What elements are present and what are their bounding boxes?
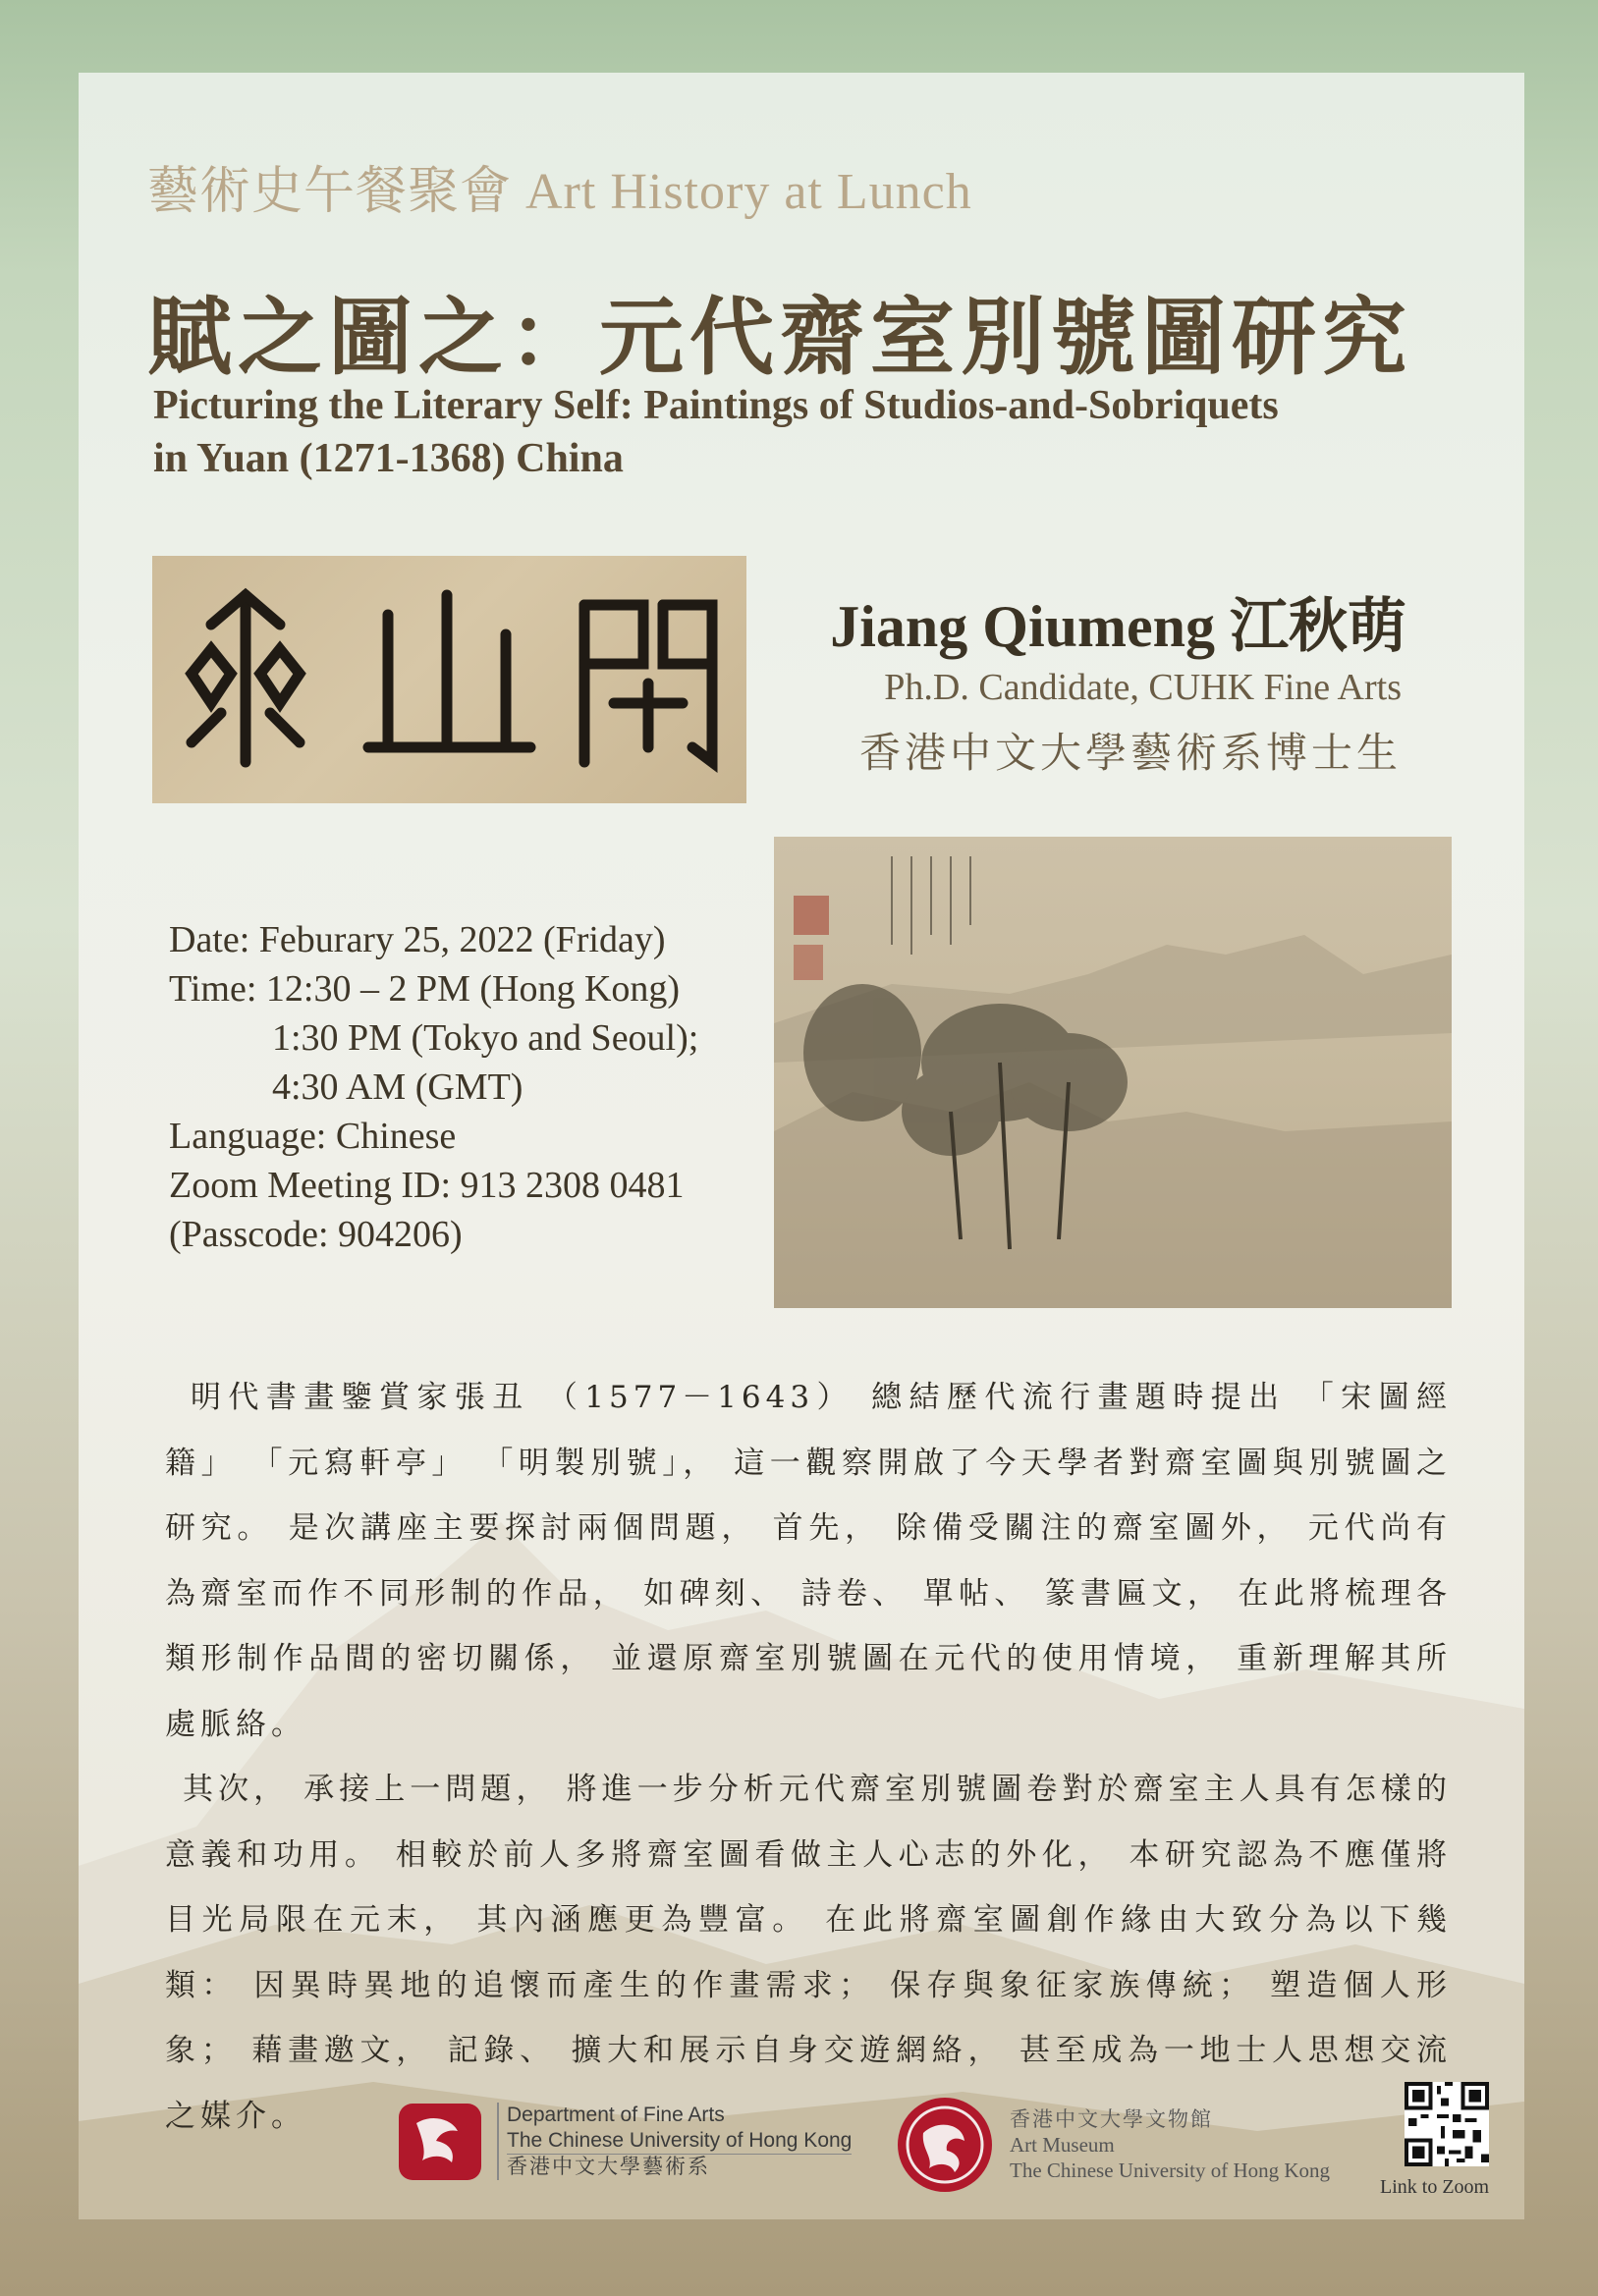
art-museum-text — [1010, 2106, 1330, 2183]
fine-arts-emblem-icon — [393, 2094, 487, 2188]
dept-name-en: Department of Fine Arts — [507, 2103, 725, 2126]
event-date: Date: Feburary 25, 2022 (Friday) — [169, 919, 666, 960]
art-museum-logo[interactable] — [894, 2094, 1330, 2196]
landscape-painting-sketch — [774, 837, 1452, 1308]
fine-arts-dept-text — [497, 2103, 852, 2180]
seal-script-calligraphy-image — [152, 556, 746, 803]
museum-name-zh: 香港中文大學文物館 — [1010, 2107, 1213, 2131]
abstract-paragraph-1: 明代書畫鑒賞家張丑 （1577－1643） 總結歷代流行畫題時提出 「宋圖經籍」 「元寫軒亭」 「明製別號」， 這一觀察開啟了今天學者對齋室圖與別號圖之研究。 是次講座主要探討兩個問題， 首先， 除備受關注的齋室圖外， 元代尚有為齋室而作不同形制的作品， 如碑刻、 詩卷、 單帖、 篆書匾文， 在此將梳理各類形制作品間的密切關係， 並還原齋室別號圖在元代的使用情境， 重新理解其所處脈絡。 — [165, 1380, 1452, 1742]
speaker-role-chinese: 香港中文大學藝術系博士生 — [858, 729, 1402, 777]
fine-arts-dept-logo[interactable] — [393, 2094, 852, 2188]
zoom-passcode: (Passcode: 904206) — [169, 1214, 463, 1255]
speaker-role-english: Ph.D. Candidate, CUHK Fine Arts — [884, 667, 1402, 708]
talk-title-english-line1: Picturing the Literary Self: Paintings of Studios-and-Sobriquets — [153, 383, 1279, 428]
landscape-painting-image — [774, 837, 1452, 1308]
zoom-meeting-id: Zoom Meeting ID: 913 2308 0481 — [169, 1165, 685, 1206]
talk-abstract — [165, 1365, 1452, 2149]
dept-university-en: The Chinese University of Hong Kong — [507, 2128, 852, 2155]
series-title: 藝術史午餐聚會 Art History at Lunch — [147, 164, 972, 220]
event-time-gmt: 4:30 AM (GMT) — [272, 1066, 523, 1108]
abstract-paragraph-2: 其次， 承接上一問題， 將進一步分析元代齋室別號圖卷對於齋室主人具有怎樣的意義和功用。 相較於前人多將齋室圖看做主人心志的外化， 本研究認為不應僅將目光局限在元末， 其內涵應更為豐富。 在此將齋室圖創作緣由大致分為以下幾類： 因異時異地的追懷而產生的作畫需求； 保存與象征家族傳統； 塑造個人形象； 藉畫邀文， 記錄、 擴大和展示自身交遊網絡， 甚至成為一地士人思想交流之媒介。 — [165, 1772, 1452, 2134]
event-time-hong-kong: Time: 12:30 – 2 PM (Hong Kong) — [169, 968, 681, 1010]
talk-title-english-line2: in Yuan (1271-1368) China — [153, 436, 624, 481]
zoom-qr-code-icon[interactable] — [1405, 2082, 1489, 2166]
museum-name-en: Art Museum — [1010, 2133, 1115, 2157]
seal-script-glyphs — [152, 556, 746, 803]
speaker-name: Jiang Qiumeng 江秋萌 — [830, 594, 1406, 659]
event-time-tokyo-seoul: 1:30 PM (Tokyo and Seoul); — [272, 1017, 699, 1059]
event-details — [169, 915, 698, 1259]
museum-university-en: The Chinese University of Hong Kong — [1010, 2159, 1331, 2182]
qr-code-label: Link to Zoom — [1380, 2176, 1490, 2198]
talk-title-chinese: 賦之圖之：元代齋室別號圖研究 — [147, 288, 1412, 387]
art-museum-dragon-icon — [894, 2094, 996, 2196]
event-language: Language: Chinese — [169, 1116, 457, 1157]
dept-name-zh: 香港中文大學藝術系 — [507, 2155, 710, 2178]
talk-title-english — [153, 379, 1489, 485]
poster-panel — [79, 73, 1524, 2219]
